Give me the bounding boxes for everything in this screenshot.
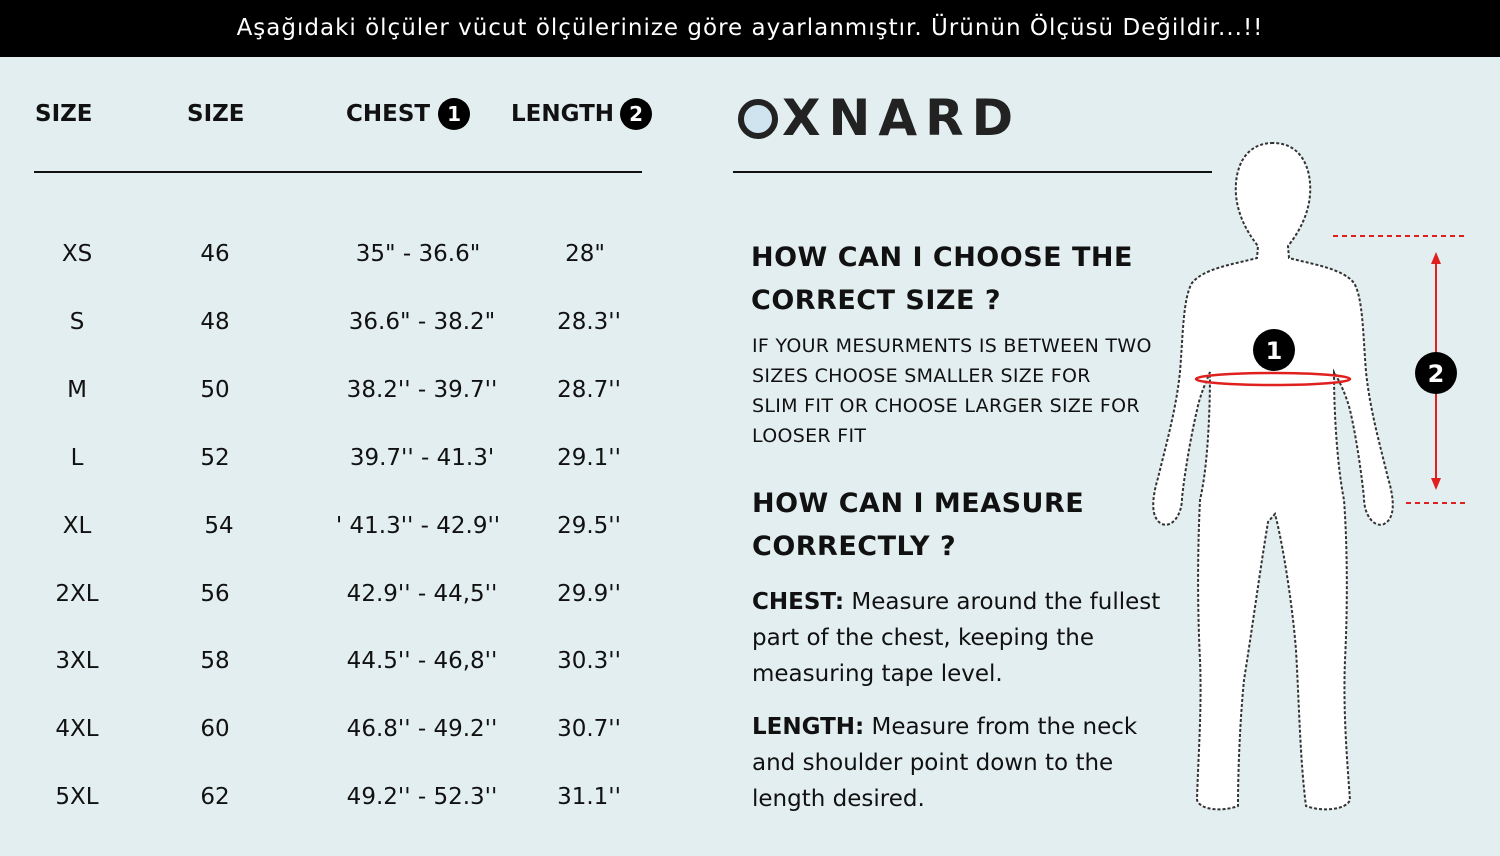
brand-logo-text: XNARD [782, 89, 1022, 147]
body-measurement-figure [1130, 130, 1500, 830]
length-cell: 30.3'' [557, 648, 621, 674]
length-cell: 31.1'' [557, 784, 621, 810]
size-number-cell: 60 [200, 716, 230, 742]
chest-marker-badge: 1 [438, 98, 470, 130]
size-cell: M [67, 377, 87, 403]
length-marker-number: 2 [1427, 360, 1445, 388]
length-instructions-text: length desired. [752, 786, 925, 812]
mountain-o-icon [738, 99, 778, 139]
size-number-cell: 62 [200, 784, 230, 810]
header-chest [346, 98, 470, 130]
length-cell: 29.9'' [557, 581, 621, 607]
length-instructions [752, 709, 1137, 817]
measure-heading [752, 482, 1084, 568]
chest-cell: 36.6" - 38.2" [348, 309, 496, 335]
header-length-label: LENGTH [511, 101, 615, 127]
table-header-divider [34, 171, 642, 173]
size-cell: 3XL [55, 648, 99, 674]
chest-cell: 42.9'' - 44,5'' [346, 581, 498, 607]
fit-tip [752, 331, 1152, 451]
size-number-cell: 50 [200, 377, 230, 403]
body-silhouette [1153, 143, 1393, 809]
size-cell: 5XL [55, 784, 99, 810]
header-chest-label: CHEST [346, 101, 431, 127]
size-number-cell: 46 [200, 241, 230, 267]
chest-instructions-text: Measure around the fullest [844, 589, 1161, 615]
size-number-cell: 58 [200, 648, 230, 674]
size-cell: S [69, 309, 85, 335]
size-cell: XS [61, 241, 93, 267]
brand-logo [738, 89, 1022, 147]
fit-tip-line: LOOSER FIT [752, 425, 867, 447]
size-cell: L [70, 445, 84, 471]
size-cell: XL [62, 513, 92, 539]
choose-size-heading [751, 236, 1133, 322]
size-number-cell: 48 [200, 309, 230, 335]
chest-cell: ' 41.3'' - 42.9'' [335, 513, 501, 539]
length-cell: 28" [565, 241, 605, 267]
length-cell: 29.1'' [557, 445, 621, 471]
chest-marker-number: 1 [1265, 337, 1283, 365]
fit-tip-line: SIZES CHOOSE SMALLER SIZE FOR [752, 365, 1091, 387]
header-size-eu: SIZE [187, 101, 245, 127]
length-instructions-text: and shoulder point down to the [752, 750, 1114, 776]
length-arrow-up [1431, 252, 1441, 264]
fit-tip-line: IF YOUR MESURMENTS IS BETWEEN TWO [752, 335, 1152, 357]
measure-heading-line2: CORRECTLY ? [752, 531, 957, 562]
chest-cell: 35" - 36.6" [355, 241, 481, 267]
chest-instructions-text: part of the chest, keeping the [752, 625, 1095, 651]
length-cell: 28.7'' [557, 377, 621, 403]
choose-size-heading-line2: CORRECT SIZE ? [751, 285, 1001, 316]
header-length [511, 98, 652, 130]
length-cell: 29.5'' [557, 513, 621, 539]
length-marker-badge: 2 [620, 98, 652, 130]
header-size: SIZE [35, 101, 93, 127]
chest-instructions-text: measuring tape level. [752, 661, 1003, 687]
banner-text: Aşağıdaki ölçüler vücut ölçülerinize göre ayarlanmıştır. Ürünün Ölçüsü Değildir...!! [236, 15, 1264, 41]
choose-size-heading-line1: HOW CAN I CHOOSE THE [751, 242, 1133, 273]
chest-instructions-label: CHEST: [752, 589, 845, 615]
chest-cell: 44.5'' - 46,8'' [346, 648, 498, 674]
length-cell: 30.7'' [557, 716, 621, 742]
length-instructions-text: Measure from the neck [864, 714, 1138, 740]
fit-tip-line: SLIM FIT OR CHOOSE LARGER SIZE FOR [752, 395, 1140, 417]
size-cell: 4XL [55, 716, 99, 742]
size-number-cell: 56 [200, 581, 230, 607]
size-cell: 2XL [55, 581, 99, 607]
chest-cell: 39.7'' - 41.3' [349, 445, 495, 471]
length-cell: 28.3'' [557, 309, 621, 335]
top-banner [0, 0, 1500, 57]
length-arrow-down [1431, 478, 1441, 490]
chest-cell: 46.8'' - 49.2'' [346, 716, 498, 742]
chest-cell: 49.2'' - 52.3'' [346, 784, 498, 810]
size-number-cell: 54 [204, 513, 234, 539]
length-instructions-label: LENGTH: [752, 714, 865, 740]
size-number-cell: 52 [200, 445, 230, 471]
measure-heading-line1: HOW CAN I MEASURE [752, 488, 1085, 519]
chest-cell: 38.2'' - 39.7'' [346, 377, 498, 403]
chest-instructions [752, 584, 1160, 692]
